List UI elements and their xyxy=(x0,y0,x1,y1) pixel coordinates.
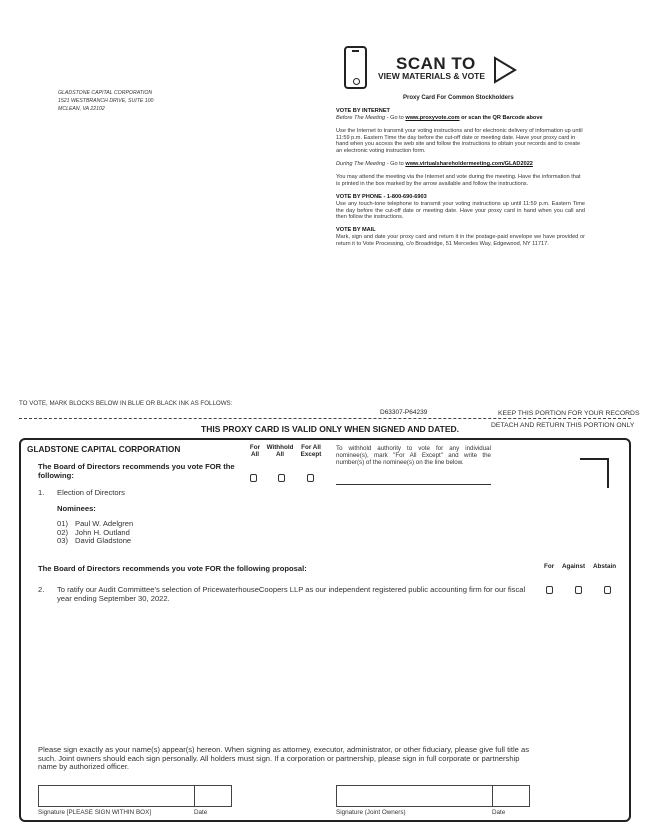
play-arrow-icon xyxy=(493,56,517,84)
item-1-number: 1. xyxy=(38,488,45,497)
col-withhold-all: Withhold All xyxy=(266,444,294,458)
joint-date-label: Date xyxy=(492,809,506,816)
phone-body: Use any touch-tone telephone to transmit your voting instructions up until 11:59 p.m. Eastern Time the day before the cut-off date or meeting date. Have your proxy card in hand when you call and then follow the instructions. xyxy=(336,201,585,220)
withhold-instructions: To withhold authority to vote for any individual nominee(s), mark "For All Except" and write the number(s) of the nominee(s) on the line below. xyxy=(336,445,491,466)
for-all-except-checkbox[interactable] xyxy=(307,474,314,482)
internet-before-line: Before The Meeting - Go to www.proxyvote.com or scan the QR Barcode above xyxy=(336,115,543,121)
nominee-item: 01) Paul W. Adelgren xyxy=(57,519,134,528)
col-abstain: Abstain xyxy=(593,563,617,570)
card-company-name: GLADSTONE CAPITAL CORPORATION xyxy=(27,444,181,454)
corner-marker xyxy=(580,458,609,488)
board-recommendation-1: The Board of Directors recommends you vote FOR the following: xyxy=(38,462,235,480)
nominee-item: 03) David Gladstone xyxy=(57,536,132,545)
sign-instructions: Please sign exactly as your name(s) appear(s) hereon. When signing as attorney, executor, administrator, or other fiduciary, please give full title as such. Joint owners should each sign personally. All holders must sign. If a corporation or partnership, please sign in full corporate or partnership name by authorized officer. xyxy=(38,745,530,771)
proposal-for-checkbox[interactable] xyxy=(546,586,553,594)
keep-portion-label: KEEP THIS PORTION FOR YOUR RECORDS xyxy=(498,410,640,417)
proxyvote-link[interactable]: www.proxyvote.com xyxy=(405,115,460,121)
internet-body: Use the Internet to transmit your voting instructions and for electronic delivery of information up until 11:59 p.m. Eastern Time the day before the cut-off date or meeting date. Have your proxy card in hand when you access the web site and follow the instructions to obtain your records and to create an electronic voting instruction form. xyxy=(336,128,583,154)
internet-during-body: You may attend the meeting via the Internet and vote during the meeting. Have the information that is printed in the box marked by the arrow available and follow the instructions. xyxy=(336,174,581,187)
mail-heading: VOTE BY MAIL xyxy=(336,227,376,233)
phone-heading: VOTE BY PHONE - 1-800-690-6903 xyxy=(336,194,427,200)
detach-line xyxy=(19,418,631,419)
nominee-item: 02) John H. Outland xyxy=(57,527,130,537)
proxy-card-type: Proxy Card For Common Stockholders xyxy=(403,95,514,101)
scan-title: SCAN TO xyxy=(396,54,476,73)
proposal-against-checkbox[interactable] xyxy=(575,586,582,594)
joint-date-box[interactable] xyxy=(492,785,530,807)
item-1-text: Election of Directors xyxy=(57,488,125,497)
nominee-list xyxy=(57,520,133,546)
item-2-text: To ratify our Audit Committee's selection of PricewaterhouseCoopers LLP as our independent registered public accounting firm for our fiscal year ending September 30, 2022. xyxy=(57,585,526,603)
control-code: D63307-P64239 xyxy=(380,409,428,416)
mail-body: Mark, sign and date your proxy card and return it in the postage-paid envelope we have provided or return it to Vote Processing, c/o Broadridge, 51 Mercedes Way, Edgewood, NY 11717. xyxy=(336,234,585,247)
withhold-all-checkbox[interactable] xyxy=(278,474,285,482)
col-for-all-except: For All Except xyxy=(300,444,322,458)
valid-notice: THIS PROXY CARD IS VALID ONLY WHEN SIGNED AND DATED. xyxy=(201,424,460,434)
nominee-exception-line[interactable] xyxy=(336,484,491,485)
date-box[interactable] xyxy=(194,785,232,807)
col-against: Against xyxy=(562,563,586,570)
joint-signature-label: Signature (Joint Owners) xyxy=(336,809,406,816)
virtual-meeting-link[interactable]: www.virtualshareholdermeeting.com/GLAD2022 xyxy=(405,161,533,167)
joint-signature-box[interactable] xyxy=(336,785,493,807)
col-for: For xyxy=(544,563,555,570)
address-line-1: GLADSTONE CAPITAL CORPORATION xyxy=(58,90,153,96)
proposal-abstain-checkbox[interactable] xyxy=(604,586,611,594)
board-recommendation-2: The Board of Directors recommends you vote FOR the following proposal: xyxy=(38,564,307,573)
detach-portion-label: DETACH AND RETURN THIS PORTION ONLY xyxy=(491,422,635,429)
address-line-2: 1521 WESTBRANCH DRIVE, SUITE 100 xyxy=(58,98,154,104)
col-for-all: For All xyxy=(249,444,261,458)
smartphone-icon xyxy=(344,46,367,89)
vote-ink-instructions: TO VOTE, MARK BLOCKS BELOW IN BLUE OR BLACK INK AS FOLLOWS: xyxy=(19,400,233,407)
signature-box[interactable] xyxy=(38,785,195,807)
signature-label: Signature [PLEASE SIGN WITHIN BOX] xyxy=(38,809,152,816)
address-line-3: MCLEAN, VA 22102 xyxy=(58,106,105,112)
for-all-checkbox[interactable] xyxy=(250,474,257,482)
item-2-number: 2. xyxy=(38,585,45,594)
date-label: Date xyxy=(194,809,208,816)
company-address xyxy=(58,89,153,113)
internet-during-line: During The Meeting - Go to www.virtualshareholdermeeting.com/GLAD2022 xyxy=(336,161,533,167)
scan-subtitle: VIEW MATERIALS & VOTE xyxy=(378,71,486,81)
nominees-heading: Nominees: xyxy=(57,504,96,513)
internet-heading: VOTE BY INTERNET xyxy=(336,108,390,114)
